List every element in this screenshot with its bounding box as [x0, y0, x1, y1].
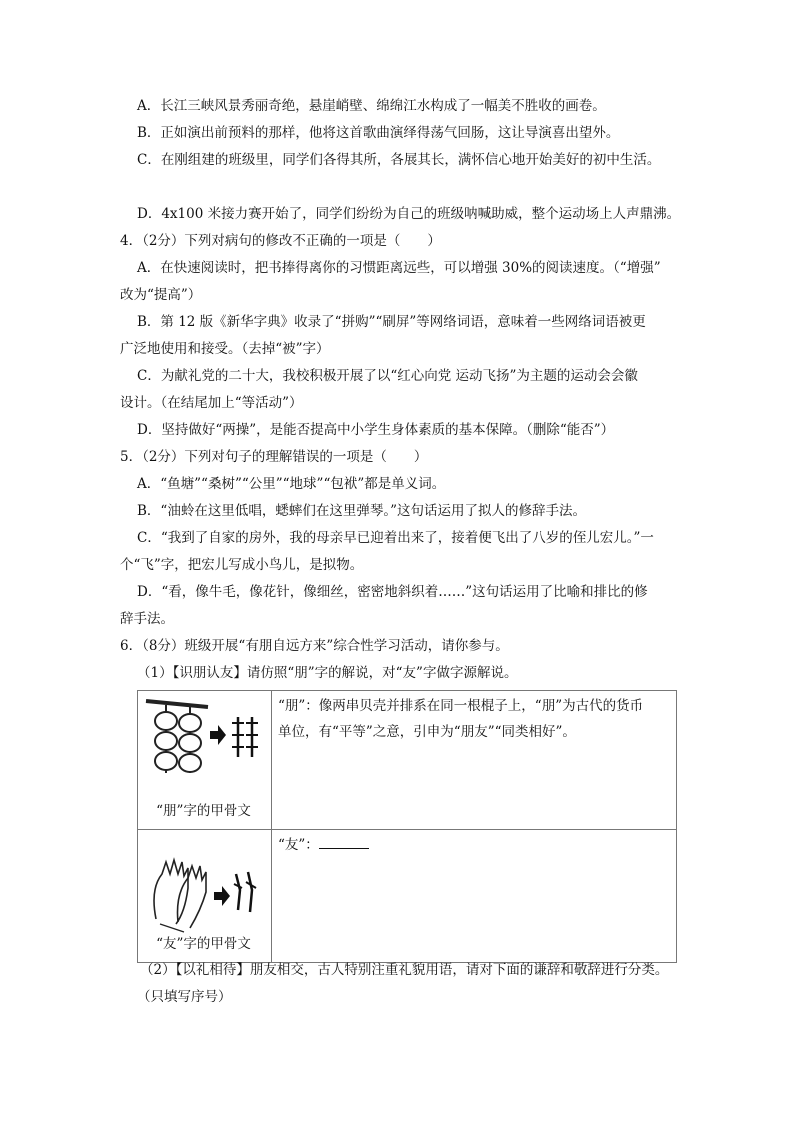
peng-oracle-image — [138, 691, 269, 801]
peng-explanation-line2: 单位，有“平等”之意，引申为“朋友”“同类相好”。 — [278, 724, 576, 740]
you-explanation-cell — [272, 830, 677, 963]
peng-explanation-line1: “朋”：像两串贝壳并排系在同一根棍子上，“朋”为古代的货币 — [278, 698, 644, 714]
q5-option-c-line2: 个“飞”字，把宏儿写成小鸟儿，是拟物。 — [120, 557, 364, 573]
you-answer-blank[interactable] — [319, 834, 369, 849]
q6-part1: （1）【识朋认友】请仿照“朋”字的解说，对“友”字做字源解说。 — [137, 665, 518, 681]
q5-option-d-line2: 辞手法。 — [120, 611, 174, 627]
etymology-table — [137, 690, 677, 963]
q5-option-d-line1: D．“看，像牛毛，像花针，像细丝，密密地斜织着……”这句话运用了比喻和排比的修 — [137, 584, 648, 600]
peng-image-cell — [138, 691, 272, 830]
q4-option-a-line1: A．在快速阅读时，把书捧得离你的习惯距离远些，可以增强 30%的阅读速度。（“增强” — [137, 260, 661, 276]
you-image-cell — [138, 830, 272, 963]
q3-option-a: A．长江三峡风景秀丽奇绝，悬崖峭壁、绵绵江水构成了一幅美不胜收的画卷。 — [137, 98, 606, 114]
q4-option-c-line2: 设计。（在结尾加上“等活动”） — [120, 395, 303, 411]
q6-part2-line1: （2）【以礼相待】朋友相交，古人特别注重礼貌用语，请对下面的谦辞和敬辞进行分类。 — [140, 962, 669, 978]
peng-caption: “朋”字的甲骨文 — [156, 803, 251, 819]
q4-option-c-line1: C．为献礼党的二十大，我校积极开展了以“红心向党 运动飞扬”为主题的运动会会徽 — [137, 368, 638, 384]
q3-option-d: D．4x100 米接力赛开始了，同学们纷纷为自己的班级呐喊助威，整个运动场上人声鼎沸。 — [137, 206, 681, 222]
you-label: “友”： — [278, 837, 319, 853]
q5-stem: 5．（2分）下列对句子的理解错误的一项是（ ） — [120, 449, 428, 465]
q4-option-d: D．坚持做好“两操”，是能否提高中小学生身体素质的基本保障。（删除“能否”） — [137, 422, 615, 438]
q6-part2-line2: （只填写序号） — [137, 989, 232, 1005]
q4-option-b-line1: B．第 12 版《新华字典》收录了“拼购”“刷屏”等网络词语，意味着一些网络词语被更 — [137, 314, 646, 330]
you-caption: “友”字的甲骨文 — [156, 936, 251, 952]
q3-option-b: B．正如演出前预料的那样，他将这首歌曲演绎得荡气回肠，这让导演喜出望外。 — [137, 125, 620, 141]
q4-stem: 4．（2分）下列对病句的修改不正确的一项是（ ） — [120, 233, 441, 249]
q6-stem: 6．（8分）班级开展“有朋自远方来”综合性学习活动，请你参与。 — [120, 638, 509, 654]
q5-option-a: A．“鱼塘”“桑树”“公里”“地球”“包袱”都是单义词。 — [137, 476, 446, 492]
q4-option-b-line2: 广泛地使用和接受。（去掉“被”字） — [120, 341, 330, 357]
you-oracle-image — [138, 844, 269, 944]
q5-option-c-line1: C．“我到了自家的房外，我的母亲早已迎着出来了，接着便飞出了八岁的侄儿宏儿。”一 — [137, 530, 654, 546]
q4-option-a-line2: 改为“提高”） — [120, 287, 202, 303]
peng-explanation-cell — [272, 691, 677, 830]
q5-option-b: B．“油蛉在这里低唱，蟋蟀们在这里弹琴。”这句话运用了拟人的修辞手法。 — [137, 503, 586, 519]
q3-option-c: C．在刚组建的班级里，同学们各得其所，各展其长，满怀信心地开始美好的初中生活。 — [137, 152, 661, 168]
